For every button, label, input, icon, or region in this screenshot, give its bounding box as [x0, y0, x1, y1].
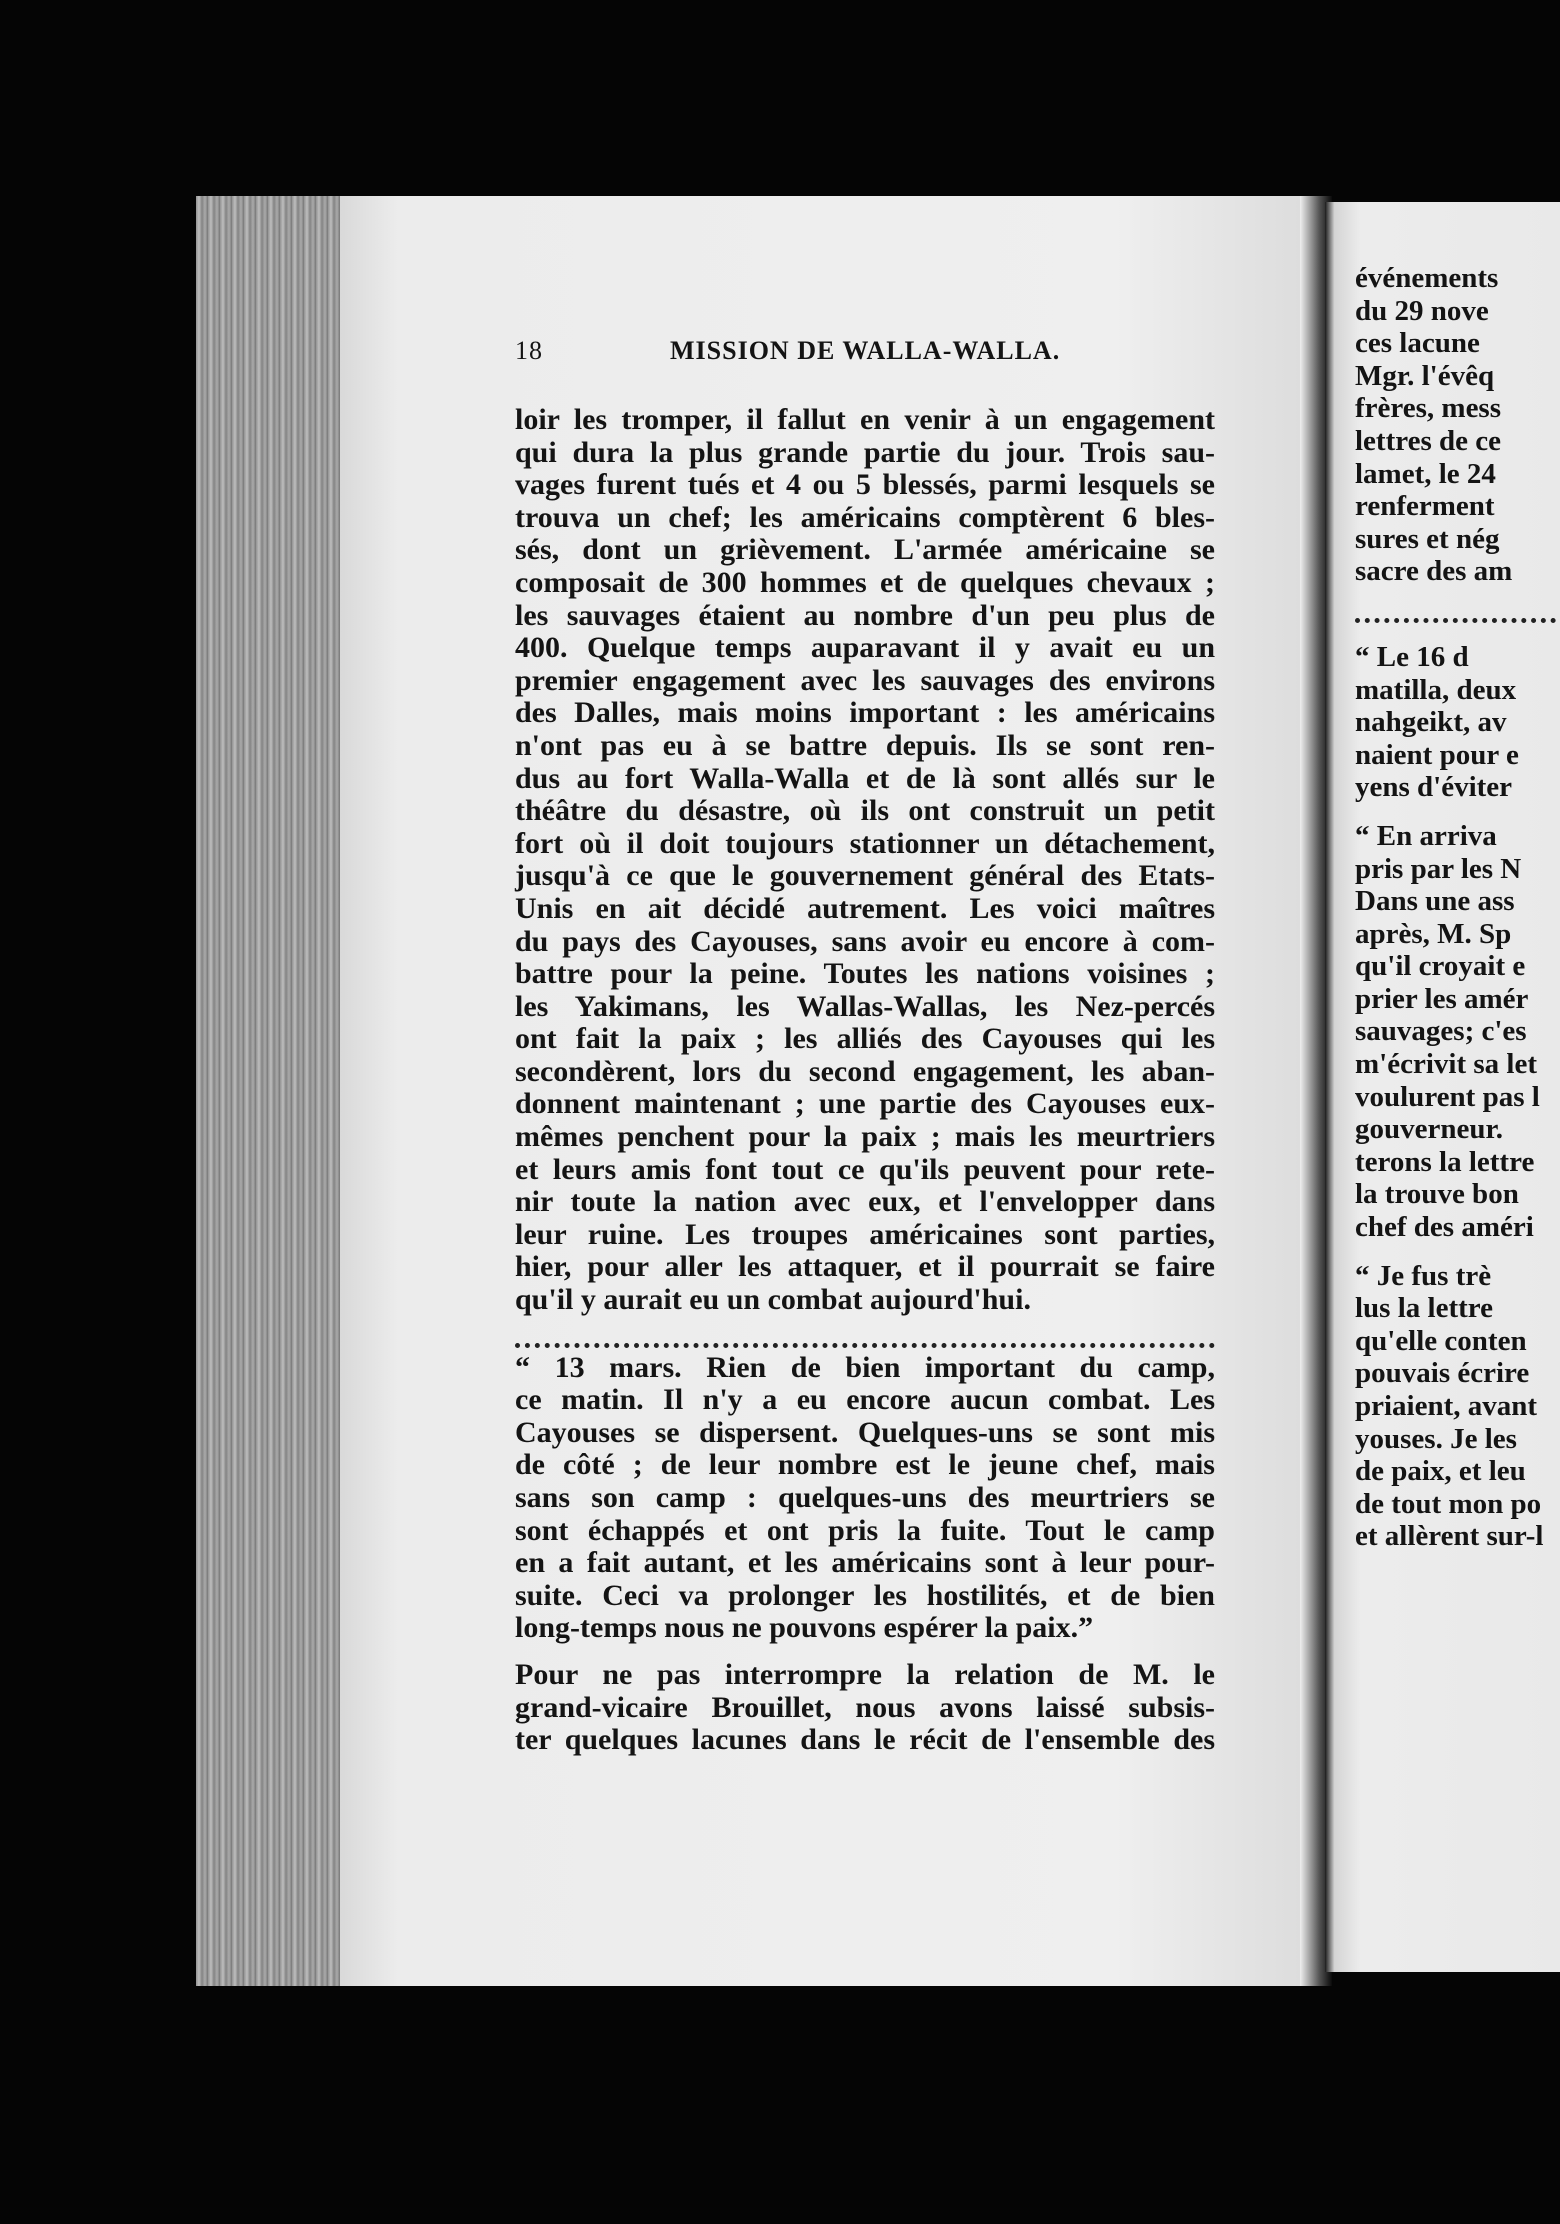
- text-line: Cayouses se dispersent. Quelques-uns se sont mis: [515, 1415, 1215, 1449]
- text-line: secondèrent, lors du second engagement, les aban-: [515, 1054, 1215, 1088]
- text-line: qu'elle conten: [1355, 1324, 1527, 1357]
- text-line: priaient, avant: [1355, 1390, 1538, 1422]
- text-line: après, M. Sp: [1355, 917, 1512, 950]
- text-line: les sauvages étaient au nombre d'un peu plus de: [515, 598, 1215, 632]
- text-line: Mgr. l'évêq: [1355, 359, 1495, 392]
- text-line: théâtre du désastre, où ils ont construit un petit: [515, 794, 1215, 828]
- text-line: donnent maintenant ; une partie des Cayouses eux-: [515, 1087, 1215, 1121]
- text-line: 400. Quelque temps auparavant il y avait eu un: [515, 631, 1215, 665]
- text-line: des Dalles, mais moins important : les américains: [515, 696, 1215, 730]
- text-line: gouverneur.: [1355, 1113, 1503, 1146]
- text-line: sans son camp : quelques-uns des meurtriers se: [515, 1481, 1215, 1514]
- text-line: ces lacune: [1355, 327, 1480, 360]
- text-line: de côté ; de leur nombre est le jeune chef, mais: [515, 1448, 1215, 1482]
- ellipsis-divider: [515, 1327, 1215, 1348]
- text-line: battre pour la peine. Toutes les nations voisines ;: [515, 957, 1215, 991]
- text-line: lamet, le 24: [1355, 457, 1496, 490]
- text-line: qu'il y aurait eu un combat aujourd'hui.: [515, 1283, 1031, 1317]
- text-line: lus la lettre: [1355, 1292, 1493, 1325]
- text-line: ont fait la paix ; les alliés des Cayouses qui les: [515, 1022, 1215, 1056]
- text-line: Dans une ass: [1355, 885, 1515, 918]
- text-line: qu'il croyait e: [1355, 950, 1526, 983]
- page-number: 18: [515, 336, 543, 365]
- text-line: hier, pour aller les attaquer, et il pourrait se faire: [515, 1250, 1215, 1284]
- text-line: du pays des Cayouses, sans avoir eu encore à com-: [515, 924, 1215, 958]
- text-line: “ En arriva: [1355, 819, 1497, 852]
- text-line: terons la lettre: [1355, 1145, 1535, 1178]
- text-line: vages furent tués et 4 ou 5 blessés, parmi lesquels se: [515, 468, 1215, 502]
- paragraph-2: [515, 1352, 1215, 1645]
- right-body-text: [1355, 262, 1560, 1553]
- text-line: jusqu'à ce que le gouvernement général des Etats-: [515, 859, 1215, 893]
- paragraph-3: [515, 1659, 1215, 1757]
- text-line: nahgeikt, av: [1355, 706, 1507, 739]
- right-page: [1325, 202, 1560, 1972]
- text-line: et allèrent sur-l: [1355, 1520, 1544, 1553]
- left-page: [340, 196, 1310, 1986]
- text-line: ter quelques lacunes dans le récit de l'ensemble des: [515, 1723, 1215, 1757]
- text-line: fort où il doit toujours stationner un détachement,: [515, 826, 1215, 860]
- right-block-1: [1355, 262, 1560, 588]
- text-line: de tout mon po: [1355, 1487, 1542, 1520]
- text-line: suite. Ceci va prolonger les hostilités, et de bien: [515, 1578, 1215, 1612]
- text-line: qui dura la plus grande partie du jour. Trois sau-: [515, 435, 1215, 469]
- right-block-4: [1355, 1260, 1560, 1553]
- text-line: prier les amér: [1355, 982, 1529, 1015]
- text-line: long-temps nous ne pouvons espérer la paix.”: [515, 1611, 1094, 1645]
- book-page-edges: [196, 196, 346, 1986]
- text-line: du 29 nove: [1355, 294, 1489, 327]
- text-line: naient pour e: [1355, 738, 1519, 771]
- text-line: chef des améri: [1355, 1211, 1534, 1244]
- text-line: Unis en ait décidé autrement. Les voici maîtres: [515, 891, 1215, 925]
- text-line: “ Le 16 d: [1355, 640, 1469, 673]
- text-line: événements: [1355, 262, 1499, 294]
- text-line: yens d'éviter: [1355, 771, 1513, 804]
- text-line: composait de 300 hommes et de quelques chevaux ;: [515, 565, 1215, 599]
- text-line: trouva un chef; les américains comptèrent 6 bles-: [515, 500, 1215, 534]
- text-line: “ Je fus trè: [1355, 1259, 1492, 1292]
- text-line: m'écrivit sa let: [1355, 1048, 1537, 1081]
- text-line: les Yakimans, les Wallas-Wallas, les Nez-percés: [515, 989, 1215, 1023]
- text-line: sauvages; c'es: [1355, 1015, 1527, 1048]
- running-title: MISSION DE WALLA-WALLA.: [670, 336, 1061, 365]
- left-body-text: [515, 404, 1215, 1757]
- text-line: sont échappés et ont pris la fuite. Tout le camp: [515, 1513, 1215, 1547]
- text-line: voulurent pas l: [1355, 1080, 1540, 1113]
- text-line: et leurs amis font tout ce qu'ils peuvent pour rete-: [515, 1152, 1215, 1186]
- text-line: de paix, et leu: [1355, 1455, 1526, 1488]
- text-line: premier engagement avec les sauvages des environs: [515, 663, 1215, 697]
- text-line: pouvais écrire: [1355, 1357, 1530, 1390]
- text-line: n'ont pas eu à se battre depuis. Ils se sont ren-: [515, 728, 1215, 762]
- paragraph-1: [515, 404, 1215, 1317]
- text-line: la trouve bon: [1355, 1178, 1519, 1211]
- text-line: sacre des am: [1355, 555, 1513, 588]
- right-block-2: [1355, 641, 1560, 804]
- text-line: mêmes penchent pour la paix ; mais les meurtriers: [515, 1120, 1215, 1154]
- text-line: lettres de ce: [1355, 424, 1501, 457]
- text-line: matilla, deux: [1355, 673, 1517, 706]
- text-line: Pour ne pas interrompre la relation de M. le: [515, 1657, 1215, 1691]
- text-line: sures et nég: [1355, 522, 1500, 555]
- right-block-3: [1355, 820, 1560, 1244]
- text-line: pris par les N: [1355, 852, 1522, 885]
- right-ellipsis-divider: [1355, 606, 1560, 623]
- text-line: nir toute la nation avec eux, et l'envelopper dans: [515, 1185, 1215, 1219]
- text-line: en a fait autant, et les américains sont à leur pour-: [515, 1546, 1215, 1580]
- text-line: sés, dont un grièvement. L'armée américaine se: [515, 533, 1215, 567]
- text-line: grand-vicaire Brouillet, nous avons laissé subsis-: [515, 1690, 1215, 1724]
- text-line: leur ruine. Les troupes américaines sont parties,: [515, 1217, 1215, 1251]
- text-line: “ 13 mars. Rien de bien important du camp,: [515, 1350, 1215, 1384]
- text-line: dus au fort Walla-Walla et de là sont allés sur le: [515, 761, 1215, 795]
- text-line: renferment: [1355, 490, 1495, 523]
- text-line: loir les tromper, il fallut en venir à un engagement: [515, 403, 1215, 436]
- text-line: youses. Je les: [1355, 1422, 1517, 1455]
- text-line: frères, mess: [1355, 392, 1502, 425]
- text-line: ce matin. Il n'y a eu encore aucun combat. Les: [515, 1383, 1215, 1417]
